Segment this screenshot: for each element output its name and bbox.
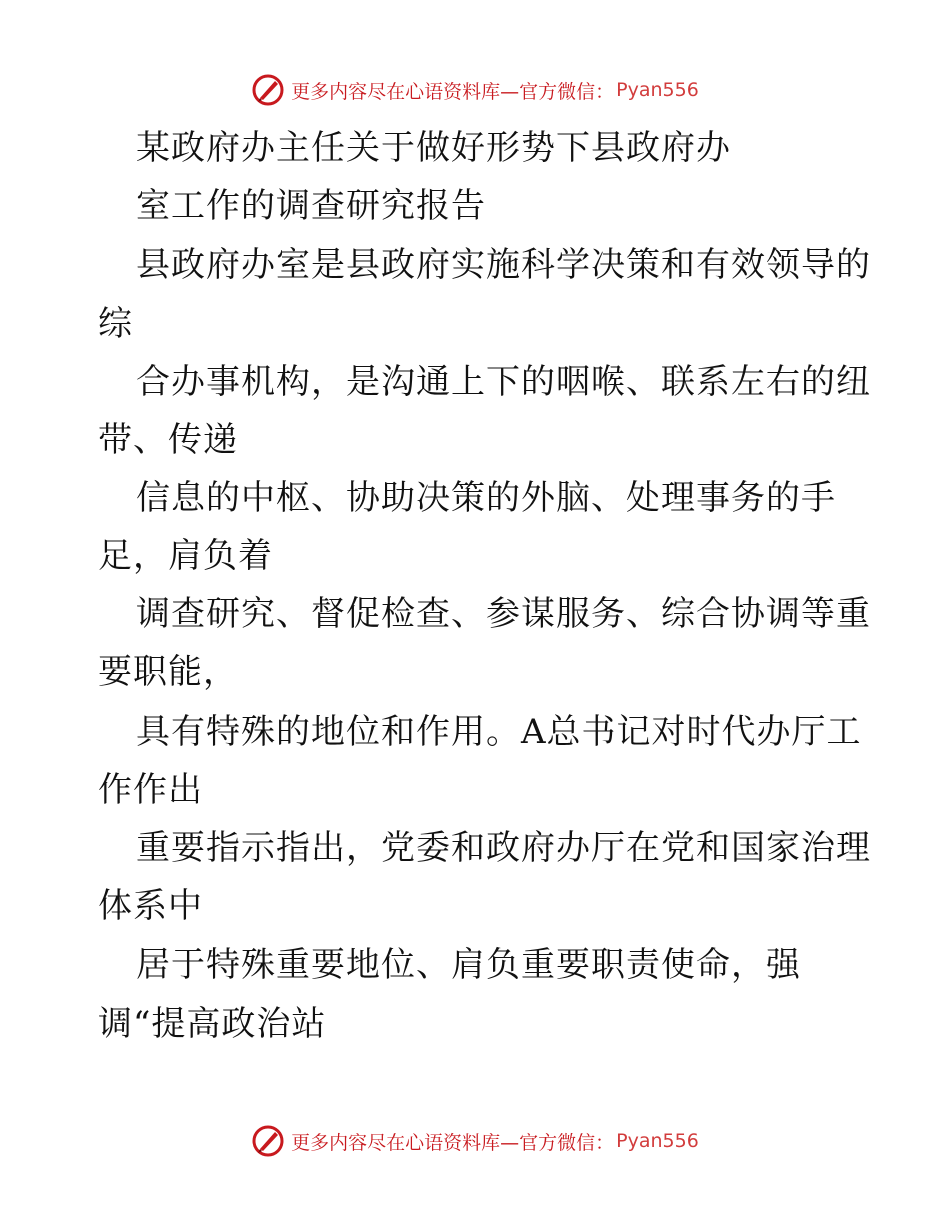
watermark-wechat-id: Pyan556 (616, 1130, 699, 1152)
watermark-text: 更多内容尽在心语资料库—官方微信： (291, 1131, 615, 1154)
header-watermark (0, 68, 950, 112)
text-line: 调“提高政治站 (98, 1004, 327, 1044)
text-line: 作作出 (98, 770, 203, 810)
footer-watermark (0, 1119, 950, 1163)
text-line: 带、传递 (98, 420, 238, 460)
text-line: 重要指示指出，党委和政府办厅在党和国家治理 (136, 828, 871, 868)
watermark-text: 更多内容尽在心语资料库—官方微信： (291, 80, 615, 103)
text-line: 居于特殊重要地位、肩负重要职责使命，强 (136, 945, 801, 985)
quill-seal-icon (251, 1124, 285, 1158)
text-line: 足，肩负着 (98, 536, 273, 576)
quill-seal-icon (251, 73, 285, 107)
text-line: 调查研究、督促检查、参谋服务、综合协调等重 (136, 594, 871, 634)
text-line: 综 (98, 304, 133, 344)
text-line: 县政府办室是县政府实施科学决策和有效领导的 (136, 245, 871, 285)
text-line: 体系中 (98, 886, 203, 926)
text-line: 合办事机构，是沟通上下的咽喉、联系左右的纽 (136, 362, 871, 402)
text-line: 信息的中枢、协助决策的外脑、处理事务的手 (136, 478, 836, 518)
title-line-1: 某政府办主任关于做好形势下县政府办 (136, 128, 731, 168)
text-line: 要职能， (98, 652, 238, 692)
text-line: 具有特殊的地位和作用。A总书记对时代办厅工 (136, 712, 862, 752)
title-line-2: 室工作的调查研究报告 (136, 186, 486, 226)
watermark-wechat-id: Pyan556 (616, 79, 699, 101)
